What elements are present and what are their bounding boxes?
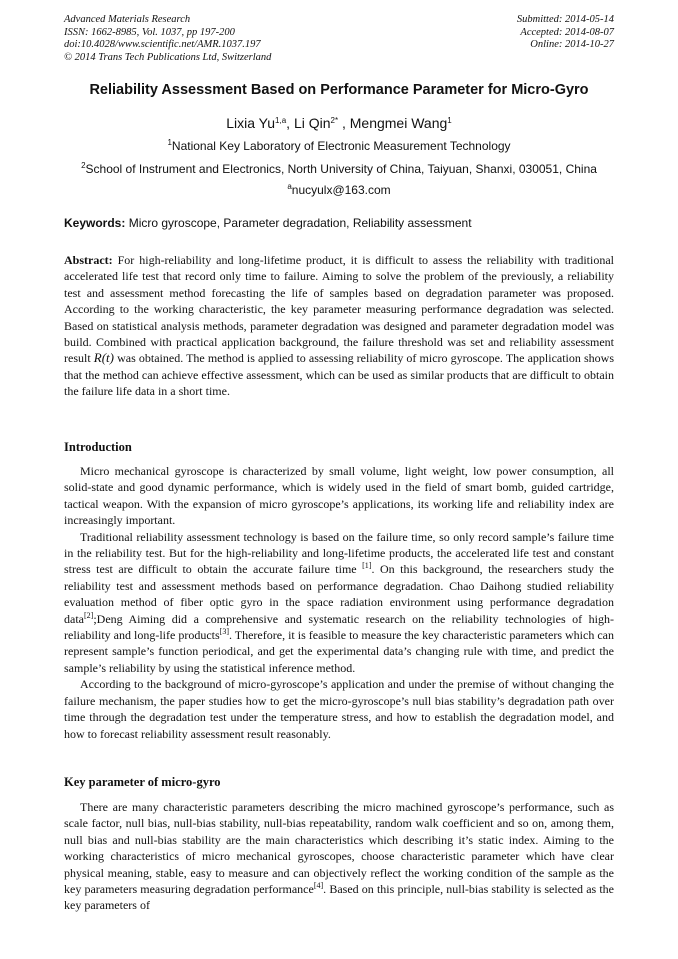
author-sup: 2* [330,116,339,125]
paper-title: Reliability Assessment Based on Performance Parameter for Micro-Gyro [89,82,589,98]
email-line [0,183,678,197]
author-name: Lixia Yu [226,115,276,131]
paragraph-text: Traditional reliability assessment technology is based on the failure time, so only record sample’s failure time in the reliability test. But for the high-reliability and long-lifetime products, the accelerated life test and constant stress test are difficult to obtain the accurate failure time [64,529,614,577]
email-address: nucyulx@163.com [291,183,391,197]
author-sup: 1 [447,116,452,125]
abstract-text: was obtained. The method is applied to assessing reliability of micro gyroscope. The application shows that the method can achieve effective assessment, which can be used as similar products that are difficult to obtain the failure life data in a short time. [64,351,615,399]
reliability-formula: R(t) [93,350,114,366]
journal-name: Advanced Materials Research [64,14,191,25]
citation: [3] [219,627,229,637]
affiliation-1 [0,139,678,153]
author-name: Li Qin [293,115,331,131]
keywords-label: Keywords: [64,216,126,230]
accepted-date: Accepted: 2014-08-07 [520,26,614,38]
paragraph-text: ;Deng Aiming did a comprehensive and systematic research on the reliability technologies of high-reliability and long-life products [64,611,614,643]
email-sup: a [287,182,292,191]
affiliation-sup: 2 [81,161,86,170]
issn: ISSN: 1662-8985, Vol. 1037, pp 197-200 [64,26,235,38]
affiliation-sup: 1 [167,138,172,147]
paragraph-text: There are many characteristic parameters describing the micro machined gyroscope’s performance, such as scale factor, null bias, null-bias stability, null-bias repeatability, random walk coefficient and so on, among them, null bias and null-bias stability are the main characteristics which describing it’s static index. Aiming to the working characteristics of micro mechanical gyroscopes, choose characteristic parameter which have clear physical meaning, stable, easy to measure and can objectively reflect the working condition of the sample as the key parameters measuring degradation performance [64,800,614,897]
abstract-text: For high-reliability and long-lifetime product, it is difficult to assess the reliability with traditional accelerated life test that record only time to failure. Aiming to solve the problem of the previously, a reliability test and assessment method forecasting the life of samples based on degradation parameter was proposed. According to the working characteristic, the key parameter measuring performance degradation was selected. Based on statistical analysis methods, parameter degradation was designed and parameter degradation model was build. Combined with practical application background, the failure threshold was set and reliability assessment result [64,253,614,366]
header-left [64,14,271,64]
affiliation-text: School of Instrument and Electronics, North University of China, Taiyuan, Shanxi, 030051, China [85,162,597,176]
intro-paragraph: According to the background of micro-gyroscope’s application and under the premise of without changing the failure mechanism, the paper studies how to get the micro-gyroscope’s null bias stability’s degradation path over time through the degradation test under the temperature stress, and how to establish the degradation model, and how to forecast reliability assessment result reasonably. [64,677,614,741]
key-parameter-heading: Key parameter of micro-gyro [64,775,221,789]
key-parameter-paragraph [64,799,614,914]
submitted-date: Submitted: 2014-05-14 [516,14,614,25]
citation: [1] [362,561,372,571]
online-date: Online: 2014-10-27 [530,39,614,50]
citation: [4] [313,881,324,891]
paragraph-text: . Based on this principle, null-bias stability is selected as the key parameters of [64,882,615,913]
intro-paragraph [64,529,614,677]
paragraph-text: . On this background, the researchers study the reliability test and assessment methods based on performance degradation. Chao Daihong studied reliability evaluation method of fiber optic gyro in the space radiation environment using performance degradation data [64,562,614,626]
affiliation-2 [0,162,678,176]
header-right [517,14,614,52]
paragraph-text: . Therefore, it is feasible to measure the key characteristic parameters which can represent sample’s function periodical, and get the experimental data’s changing rule with time, and predict the sample’s reliability by using the statistical inference method. [64,628,615,675]
introduction-heading: Introduction [64,440,132,454]
author-name: Mengmei Wang [349,115,448,131]
author-sup: 1,a [275,116,287,125]
keywords-text: Micro gyroscope, Parameter degradation, Reliability assessment [128,216,472,230]
doi: doi:10.4028/www.scientific.net/AMR.1037.197 [64,39,261,50]
key-parameter-body [64,799,614,914]
introduction-body [64,463,614,742]
abstract-label: Abstract: [64,253,113,267]
copyright: © 2014 Trans Tech Publications Ltd, Switzerland [64,51,272,63]
citation: [2] [84,610,94,620]
affiliation-text: National Key Laboratory of Electronic Measurement Technology [171,139,511,153]
abstract [64,252,614,400]
intro-paragraph: Micro mechanical gyroscope is characterized by small volume, light weight, low power consumption, all solid-state and good dynamic performance, which is widely used in the field of smart bomb, guided cartridge, tactical weapon. With the expansion of micro gyroscope’s applications, its working life and reliability index are increasingly important. [64,464,614,528]
keywords [64,216,614,230]
author-list: Lixia Yu$^{1,a}$, Li Qin$^{2*}$ , Mengmei Wang$^1$ [226,115,452,131]
